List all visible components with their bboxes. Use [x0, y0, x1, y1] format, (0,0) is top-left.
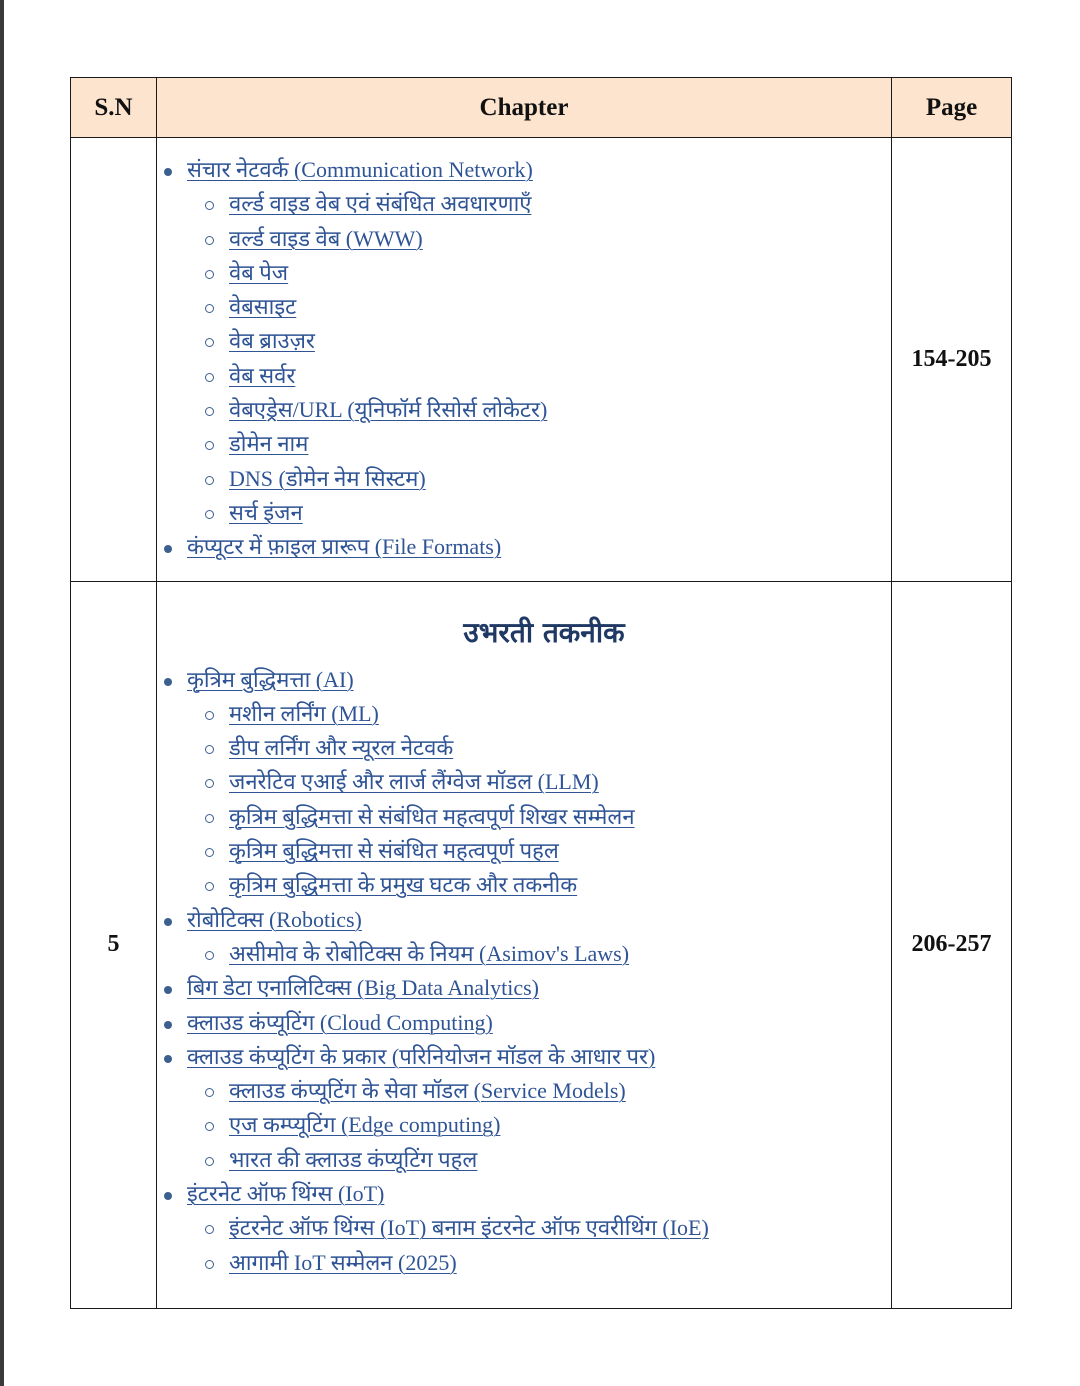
topic-link[interactable]: क्लाउड कंप्यूटिंग के प्रकार (परिनियोजन मॉडल के आधार पर)	[187, 1043, 656, 1069]
bullet-circle-icon	[205, 338, 214, 347]
section-title: उभरती तकनीक	[463, 615, 625, 649]
subtopic-list	[187, 189, 891, 532]
chapter-cell	[157, 138, 892, 582]
contents-table	[70, 77, 1012, 1309]
bullet-circle-icon	[205, 441, 214, 450]
subtopic-link[interactable]: असीमोव के रोबोटिक्स के नियम (Asimov's Laws)	[229, 940, 630, 966]
bullet-circle-icon	[205, 304, 214, 313]
page-range: 154-205	[892, 138, 1012, 582]
bullet-disc-icon	[164, 545, 172, 553]
bullet-circle-icon	[205, 510, 214, 519]
subtopic-link[interactable]: वर्ल्ड वाइड वेब एवं संबंधित अवधारणाएँ	[229, 191, 532, 217]
topic-list	[157, 665, 891, 1282]
bullet-disc-icon	[164, 1192, 172, 1200]
topic-item	[187, 532, 891, 566]
subtopic-item	[229, 292, 891, 326]
subtopic-item	[229, 836, 891, 870]
bullet-disc-icon	[164, 1055, 172, 1063]
bullet-circle-icon	[205, 814, 214, 823]
bullet-circle-icon	[205, 848, 214, 857]
serial-number: 5	[71, 581, 157, 1308]
subtopic-item	[229, 1248, 891, 1282]
topic-item	[187, 155, 891, 189]
bullet-circle-icon	[205, 1157, 214, 1166]
bullet-circle-icon	[205, 745, 214, 754]
topic-item	[187, 973, 891, 1007]
bullet-circle-icon	[205, 1260, 214, 1269]
subtopic-item	[229, 464, 891, 498]
bullet-circle-icon	[205, 882, 214, 891]
subtopic-list	[187, 1213, 891, 1282]
subtopic-item	[229, 870, 891, 904]
chapter-header: Chapter	[157, 78, 892, 138]
page-edge	[0, 0, 4, 1386]
bullet-disc-icon	[164, 918, 172, 926]
subtopic-item	[229, 224, 891, 258]
header-row	[71, 78, 1012, 138]
subtopic-item	[229, 699, 891, 733]
bullet-circle-icon	[205, 1122, 214, 1131]
subtopic-link[interactable]: एज कम्प्यूटिंग (Edge computing)	[229, 1112, 501, 1138]
topic-link[interactable]: संचार नेटवर्क (Communication Network)	[187, 157, 533, 182]
subtopic-list	[187, 1076, 891, 1179]
subtopic-item	[229, 939, 891, 973]
bullet-disc-icon	[164, 168, 172, 176]
chapter-cell	[157, 581, 892, 1308]
subtopic-item	[229, 1076, 891, 1110]
topic-link[interactable]: इंटरनेट ऑफ थिंग्स (IoT)	[187, 1181, 385, 1207]
subtopic-link[interactable]: वेबएड्रेस/URL (यूनिफॉर्म रिसोर्स लोकेटर)	[229, 397, 548, 423]
subtopic-item	[229, 733, 891, 767]
subtopic-link[interactable]: वेब ब्राउज़र	[229, 328, 315, 354]
bullet-circle-icon	[205, 711, 214, 720]
subtopic-link[interactable]: सर्च इंजन	[229, 499, 303, 525]
bullet-circle-icon	[205, 1088, 214, 1097]
serial-number	[71, 138, 157, 582]
subtopic-link[interactable]: डीप लर्निंग और न्यूरल नेटवर्क	[229, 735, 454, 761]
subtopic-link[interactable]: इंटरनेट ऑफ थिंग्स (IoT) बनाम इंटरनेट ऑफ एवरीथिंग (IoE)	[229, 1215, 709, 1241]
bullet-circle-icon	[205, 236, 214, 245]
subtopic-item	[229, 1110, 891, 1144]
subtopic-link[interactable]: जनरेटिव एआई और लार्ज लैंग्वेज मॉडल (LLM)	[229, 769, 599, 795]
bullet-circle-icon	[205, 476, 214, 485]
topic-link[interactable]: बिग डेटा एनालिटिक्स (Big Data Analytics)	[187, 975, 539, 1001]
subtopic-item	[229, 326, 891, 360]
subtopic-item	[229, 361, 891, 395]
topic-item	[187, 1008, 891, 1042]
topic-item	[187, 665, 891, 699]
subtopic-item	[229, 1213, 891, 1247]
subtopic-item	[229, 767, 891, 801]
subtopic-item	[229, 429, 891, 463]
subtopic-link[interactable]: डोमेन नाम	[229, 431, 309, 457]
bullet-circle-icon	[205, 373, 214, 382]
topic-link[interactable]: कृत्रिम बुद्धिमत्ता (AI)	[187, 666, 354, 692]
subtopic-list	[187, 939, 891, 973]
topic-item	[187, 905, 891, 939]
subtopic-link[interactable]: आगामी IoT सम्मेलन (2025)	[229, 1249, 457, 1275]
topic-link[interactable]: कंप्यूटर में फ़ाइल प्रारूप (File Formats)	[187, 534, 502, 560]
subtopic-link[interactable]: DNS (डोमेन नेम सिस्टम)	[229, 465, 426, 491]
bullet-disc-icon	[164, 678, 172, 686]
subtopic-item	[229, 189, 891, 223]
subtopic-link[interactable]: क्लाउड कंप्यूटिंग के सेवा मॉडल (Service Models)	[229, 1078, 626, 1104]
subtopic-link[interactable]: वेबसाइट	[229, 294, 297, 320]
subtopic-link[interactable]: भारत की क्लाउड कंप्यूटिंग पहल	[229, 1146, 478, 1172]
subtopic-item	[229, 1145, 891, 1179]
bullet-circle-icon	[205, 951, 214, 960]
sn-header: S.N	[71, 78, 157, 138]
subtopic-list	[187, 699, 891, 905]
subtopic-item	[229, 395, 891, 429]
topic-list	[157, 155, 891, 567]
subtopic-link[interactable]: वर्ल्ड वाइड वेब (WWW)	[229, 225, 423, 251]
bullet-disc-icon	[164, 1021, 172, 1029]
page-header: Page	[892, 78, 1012, 138]
subtopic-link[interactable]: कृत्रिम बुद्धिमत्ता से संबंधित महत्वपूर्ण शिखर सम्मेलन	[229, 803, 635, 829]
topic-item	[187, 1042, 891, 1076]
bullet-circle-icon	[205, 1225, 214, 1234]
table-row	[71, 581, 1012, 1308]
page-range: 206-257	[892, 581, 1012, 1308]
bullet-circle-icon	[205, 201, 214, 210]
subtopic-link[interactable]: वेब पेज	[229, 259, 289, 285]
topic-item	[187, 1179, 891, 1213]
bullet-disc-icon	[164, 986, 172, 994]
subtopic-item	[229, 258, 891, 292]
bullet-circle-icon	[205, 779, 214, 788]
bullet-circle-icon	[205, 407, 214, 416]
topic-link[interactable]: क्लाउड कंप्यूटिंग (Cloud Computing)	[187, 1009, 493, 1035]
table-row	[71, 138, 1012, 582]
bullet-circle-icon	[205, 270, 214, 279]
subtopic-link[interactable]: मशीन लर्निंग (ML)	[229, 700, 379, 726]
topic-link[interactable]: रोबोटिक्स (Robotics)	[187, 906, 362, 932]
subtopic-link[interactable]: कृत्रिम बुद्धिमत्ता के प्रमुख घटक और तकनीक	[229, 872, 578, 898]
subtopic-link[interactable]: वेब सर्वर	[229, 362, 296, 388]
subtopic-item	[229, 802, 891, 836]
subtopic-item	[229, 498, 891, 532]
subtopic-link[interactable]: कृत्रिम बुद्धिमत्ता से संबंधित महत्वपूर्ण पहल	[229, 838, 559, 864]
